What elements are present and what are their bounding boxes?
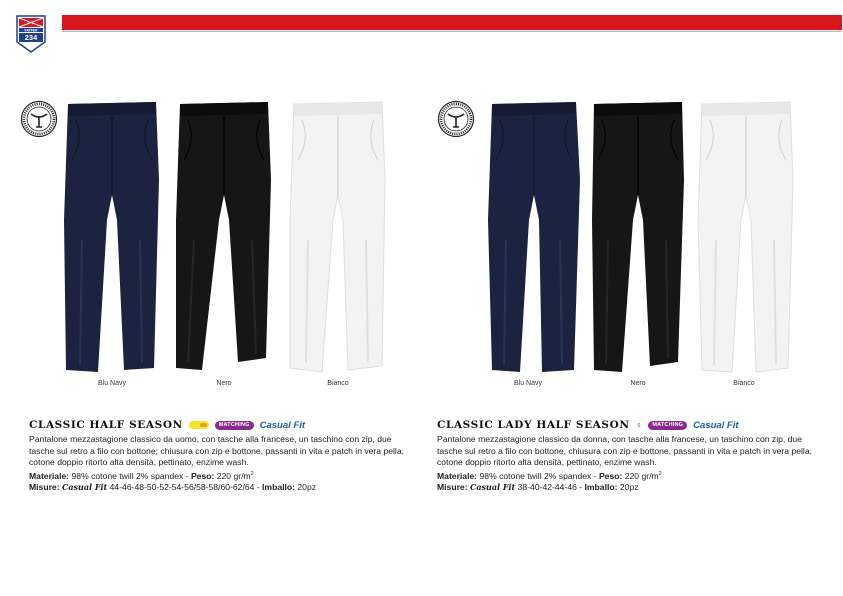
woman-icon: ♀ (635, 420, 643, 430)
sizes-line: Misure: Casual Fit 44-46-48-50-52-54-56/58-58/60-62/64 - Imballo: 20pz (29, 481, 317, 492)
quality-seal-icon (437, 100, 475, 138)
page-number: 234 (24, 33, 38, 42)
matching-badge: MATCHING (215, 421, 254, 430)
material-line: Materiale: 98% cotone twill 2% spandex - Peso: 220 $gr/m^2$ (437, 470, 662, 481)
product-panel-classic-half-season (0, 0, 410, 596)
color-caption: Bianco (733, 380, 755, 387)
pants-image-blu-navy (484, 100, 584, 375)
fit-label: Casual Fit (693, 419, 739, 431)
description-text: Pantalone mezzastagione classico da donna, con tasche alla francese, un taschino con zip, due tasche sul retro a filo con bottone, chiusura con zip e bottone, passanti in vita e patch in vera pella; cotone doppio ritorto alta densità, pettinato, enzime wash. (437, 434, 813, 467)
sizes-line: Misure: Casual Fit 38-40-42-44-46 - Imballo: 20pz (437, 481, 639, 492)
product-title-row (29, 417, 305, 433)
new-badge-icon (189, 421, 209, 429)
product-description (29, 434, 407, 493)
matching-badge: MATCHING (648, 421, 687, 430)
product-description (437, 434, 815, 493)
pants-image-blu-navy (62, 100, 162, 375)
product-title: CLASSIC LADY HALF SEASON (437, 419, 630, 431)
quality-seal-icon (20, 100, 58, 138)
description-text: Pantalone mezzastagione classico da uomo, con tasche alla francese, un taschino con zip, due tasche sul retro a filo con bottone; chiusura con zip e bottone, passanti in vita e patch in vera pella; cotone doppio ritorto alta densità, pettinato, enzime wash. (29, 434, 405, 467)
color-caption: Nero (630, 380, 646, 387)
color-caption: Bianco (327, 380, 349, 387)
product-title: CLASSIC HALF SEASON (29, 419, 183, 431)
pants-image-bianco (696, 100, 796, 375)
color-caption: Blu Navy (513, 380, 542, 387)
color-caption: Nero (216, 380, 232, 387)
fit-label: Casual Fit (259, 419, 305, 431)
pants-image-nero (588, 100, 688, 375)
product-title-row (437, 417, 739, 433)
color-caption: Blu Navy (97, 380, 126, 387)
pants-image-bianco (288, 100, 388, 375)
product-panel-classic-lady-half-season (418, 0, 828, 596)
logo-text: PAYPER (24, 28, 38, 33)
material-line: Materiale: 98% cotone twill 2% spandex - Peso: 220 $gr/m^2$ (29, 470, 254, 481)
pants-image-nero (174, 100, 274, 375)
